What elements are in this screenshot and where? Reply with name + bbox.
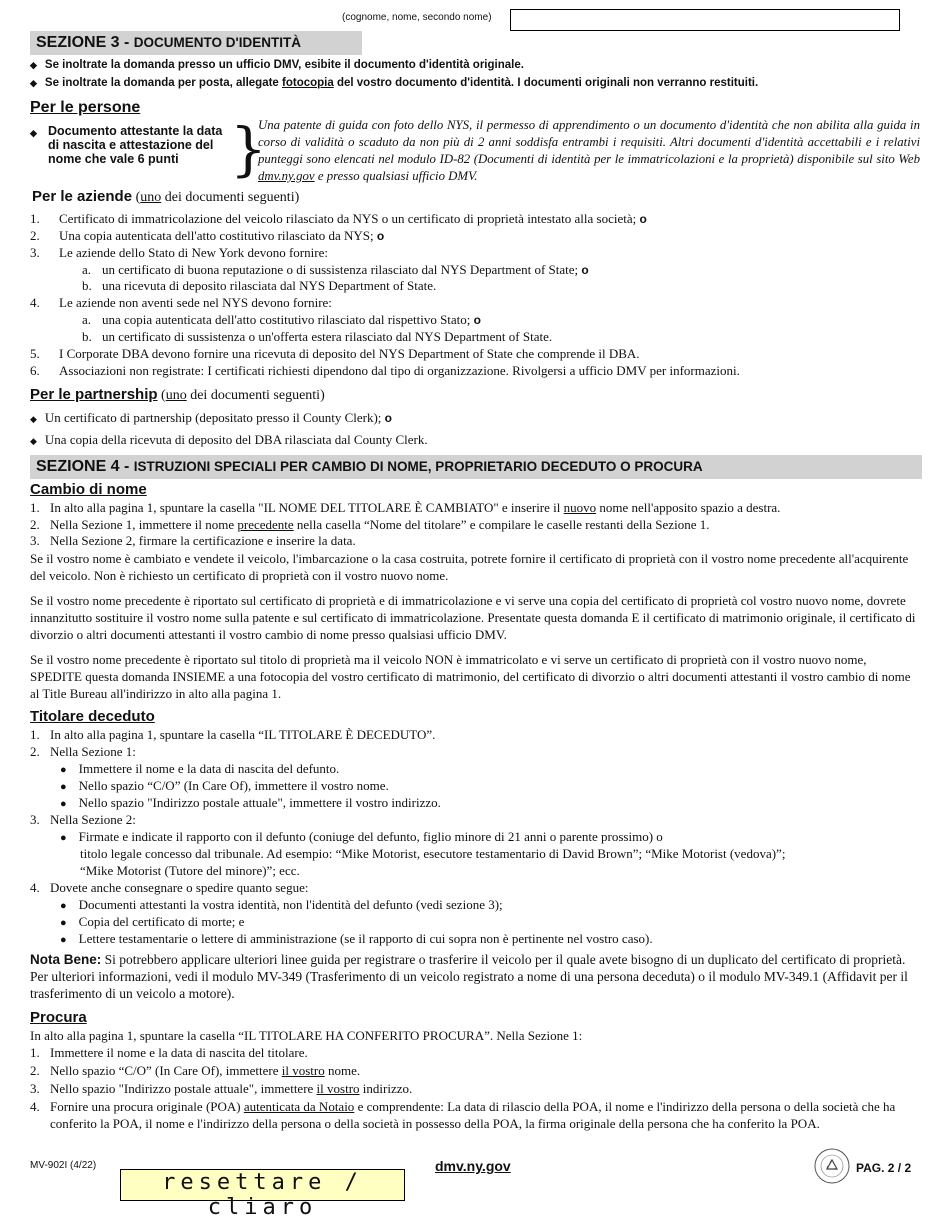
procura-title: Procura [30, 1009, 87, 1026]
list-item: 5. I Corporate DBA devono fornire una ricevuta di deposito del NYS Department of State che comprende il DBA. [30, 346, 640, 361]
list-subitem-continued: titolo legale concesso dal tribunale. Ad esempio: “Mike Motorist, esecutore testamentario di David Brown”; “Mike Motorist (vedova)”; [80, 846, 786, 861]
list-item: 1. In alto alla pagina 1, spuntare la casella "IL NOME DEL TITOLARE È CAMBIATO" e inserire il nuovo nome nell'apposito spazio a destra. [30, 500, 781, 515]
persone-requirement: ◆ Documento attestante la data di nascita e attestazione del nome che vale 6 punti [30, 124, 223, 166]
per-le-persone-title: Per le persone [30, 99, 141, 116]
sec3-bullet-1: ◆ Se inoltrate la domanda presso un ufficio DMV, esibite il documento d'identità originale. [30, 59, 524, 71]
list-item: 1. Certificato di immatricolazione del veicolo rilasciato da NYS o un certificato di proprietà intestato alla società; o [30, 211, 647, 226]
procura-intro: In alto alla pagina 1, spuntare la casella “IL TITOLARE HA CONFERITO PROCURA”. Nella Sezione 1: [30, 1028, 583, 1043]
bullet-dot-icon: ● [60, 798, 67, 810]
section-4-header: SEZIONE 4 - ISTRUZIONI SPECIALI PER CAMBIO DI NOME, PROPRIETARIO DECEDUTO O PROCURA [30, 455, 922, 479]
list-subitem: a. un certificato di buona reputazione o di sussistenza rilasciato dal NYS Department of State; o [82, 262, 589, 277]
list-item: 3. Nello spazio "Indirizzo postale attuale", immettere il vostro indirizzo. [30, 1081, 413, 1096]
list-subitem: ● Nello spazio “C/O” (In Care Of), immettere il vostro nome. [60, 778, 389, 793]
list-item: 4. Fornire una procura originale (POA) autenticata da Notaio e comprendente: La data di rilascio della POA, il nome e l'indirizzo della persona o della società che ha conferito la POA, il nome e l'indirizzo della persona o della società in possesso della POA, la firma originale della persona che ha conferito la POA. [30, 1099, 896, 1131]
recycle-icon [813, 1147, 851, 1185]
list-item: 2. Nella Sezione 1: [30, 744, 136, 759]
list-item: ◆ Un certificato di partnership (depositato presso il County Clerk); o [30, 410, 392, 425]
diamond-bullet-icon: ◆ [30, 60, 37, 70]
page-number: PAG. 2 / 2 [856, 1161, 912, 1175]
form-code: MV-902I (4/22) [30, 1160, 97, 1171]
list-item: 1. Immettere il nome e la data di nascita del titolare. [30, 1045, 308, 1060]
list-subitem: ● Immettere il nome e la data di nascita del defunto. [60, 761, 340, 776]
list-subitem: b. un certificato di sussistenza o un'offerta estera rilasciato dal NYS Department of State. [82, 329, 553, 344]
list-item: ◆ Una copia della ricevuta di deposito del DBA rilasciata dal County Clerk. [30, 432, 428, 447]
diamond-bullet-icon: ◆ [30, 414, 37, 424]
per-le-aziende-title: Per le aziende (uno dei documenti seguenti) [32, 188, 300, 205]
list-subitem: ● Lettere testamentarie o lettere di amministrazione (se il rapporto di cui sopra non è pertinente nel vostro caso). [60, 931, 653, 946]
owner-name-input[interactable] [510, 9, 900, 31]
list-subitem: ● Nello spazio "Indirizzo postale attuale", immettere il vostro indirizzo. [60, 795, 441, 810]
list-item: 2. Nello spazio “C/O” (In Care Of), immettere il vostro nome. [30, 1063, 361, 1078]
list-item: 6. Associazioni non registrate: I certificati richiesti dipendono dal tipo di organizzazione. Rivolgersi a ufficio DMV per informazioni. [30, 363, 740, 378]
footer-site-link[interactable]: dmv.ny.gov [435, 1158, 511, 1174]
list-subitem: a. una copia autenticata dell'atto costitutivo rilasciato dal rispettivo Stato; o [82, 312, 481, 327]
name-field-hint: (cognome, nome, secondo nome) [342, 12, 492, 23]
cambio-di-nome-title: Cambio di nome [30, 481, 147, 498]
list-subitem: ● Documenti attestanti la vostra identità, non l'identità del defunto (vedi sezione 3); [60, 897, 503, 912]
nota-bene: Nota Bene: Si potrebbero applicare ulteriori linee guida per registrare o trasferire il veicolo per il quale avete bisogno di un duplicato del certificato di proprietà. Per ulteriori informazioni, vedi il modulo MV-349 (Trasferimento di un veicolo registrato a nome di una persona deceduta) o il modulo MV-349.1 (Affidavit per il trasferimento di un veicolo a motore). [30, 952, 908, 1001]
brace-icon: } [230, 115, 267, 183]
persone-description: Una patente di guida con foto dello NYS, il permesso di apprendimento o un documento d'identità che non abilita alla guida in corso di validità o scaduto da non più di 2 anni soddisfa entrambi i requisiti. Altri documenti d'identità accettabili e i relativi punteggi sono elencati nel modulo ID-82 (Documenti di identità per le immatricolazioni e la proprietà) disponibile sul sito Web dmv.ny.gov e presso qualsiasi ufficio DMV. [258, 118, 920, 183]
bullet-dot-icon: ● [60, 917, 67, 929]
bullet-dot-icon: ● [60, 900, 67, 912]
bullet-dot-icon: ● [60, 832, 67, 844]
list-item: 3. Nella Sezione 2: [30, 812, 136, 827]
cambio-paragraph-2: Se il vostro nome precedente è riportato sul certificato di proprietà e di immatricolazione e vi serve una copia del certificato di proprietà col vostro nuovo nome, dovrete innanzitutto sostituire il vostro nome sulla patente e sul certificato di immatricolazione. Presentate questa domanda E il certificato di matrimonio originale, il certificato di divorzio o altri documenti attestanti il vostro cambio di nome presso qualsiasi ufficio DMV. [30, 593, 916, 642]
list-subitem: b. una ricevuta di deposito rilasciata dal NYS Department of State. [82, 278, 437, 293]
per-le-partnership-title: Per le partnership (uno dei documenti seguenti) [30, 386, 325, 403]
diamond-bullet-icon: ◆ [30, 128, 37, 138]
list-item: 4. Le aziende non aventi sede nel NYS devono fornire: [30, 295, 332, 310]
list-item: 2. Nella Sezione 1, immettere il nome precedente nella casella “Nome del titolare” e compilare le caselle restanti della Sezione 1. [30, 517, 710, 532]
bullet-dot-icon: ● [60, 764, 67, 776]
bullet-dot-icon: ● [60, 934, 67, 946]
list-item: 4. Dovete anche consegnare o spedire quanto segue: [30, 880, 309, 895]
list-item: 1. In alto alla pagina 1, spuntare la casella “IL TITOLARE È DECEDUTO”. [30, 727, 436, 742]
list-subitem: ● Firmate e indicate il rapporto con il defunto (coniuge del defunto, figlio minore di 21 anni o parente prossimo) o [60, 829, 663, 844]
diamond-bullet-icon: ◆ [30, 78, 37, 88]
reset-button[interactable]: resettare / cliaro [120, 1169, 405, 1201]
list-item: 3. Nella Sezione 2, firmare la certificazione e inserire la data. [30, 533, 356, 548]
bullet-dot-icon: ● [60, 781, 67, 793]
cambio-paragraph-1: Se il vostro nome è cambiato e vendete il veicolo, l'imbarcazione o la casa costruita, potrete fornire il certificato di proprietà con il vostro nome precedente all'acquirente del veicolo. Non è richiesto un certificato di proprietà con il vostro nuovo nome. [30, 551, 909, 583]
list-item: 2. Una copia autenticata dell'atto costitutivo rilasciato da NYS; o [30, 228, 385, 243]
list-item: 3. Le aziende dello Stato di New York devono fornire: [30, 245, 328, 260]
sec3-bullet-2: ◆ Se inoltrate la domanda per posta, allegate fotocopia del vostro documento d'identità. I documenti originali non verranno restituiti. [30, 77, 759, 89]
dmv-link[interactable]: dmv.ny.gov [258, 169, 315, 183]
titolare-deceduto-title: Titolare deceduto [30, 708, 155, 725]
diamond-bullet-icon: ◆ [30, 436, 37, 446]
section-3-header: SEZIONE 3 - DOCUMENTO D'IDENTITÀ [30, 31, 362, 55]
list-subitem: ● Copia del certificato di morte; e [60, 914, 245, 929]
list-subitem-continued: “Mike Motorist (Tutore del minore)”; ecc. [80, 863, 300, 878]
cambio-paragraph-3: Se il vostro nome precedente è riportato sul titolo di proprietà ma il veicolo NON è immatricolato e vi serve un certificato di proprietà con il vostro nuovo nome, SPEDITE questa domanda INSIEME a una fotocopia del vostro certificato di matrimonio, del certificato di divorzio o altri documenti attestanti il vostro cambio di nome al Title Bureau all'indirizzo in alto alla pagina 1. [30, 652, 911, 701]
